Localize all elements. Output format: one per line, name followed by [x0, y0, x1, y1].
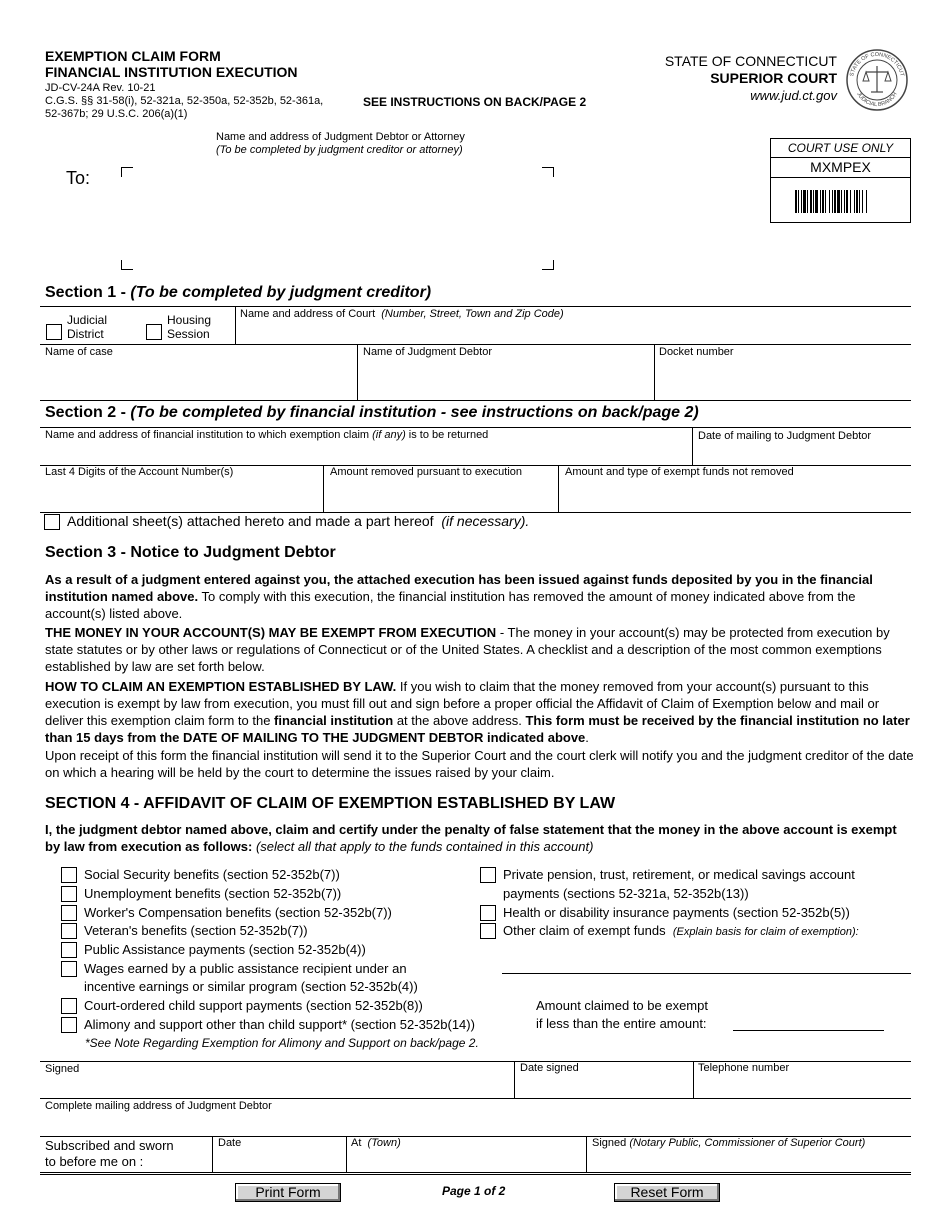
child-support-checkbox[interactable] [61, 998, 77, 1014]
institution-address-label-c: is to be returned [405, 429, 489, 441]
court-address-label-text: Name and address of Court [240, 308, 376, 320]
state-name: STATE OF CONNECTICUT [664, 53, 837, 69]
reset-form-button[interactable]: Reset Form [614, 1183, 720, 1202]
section3-paragraph1 [45, 571, 915, 622]
section1-divider-debtor [654, 344, 655, 400]
mailing-address-label: Complete mailing address of Judgment Debtor [45, 1100, 272, 1112]
judicial-seal-icon [845, 48, 909, 112]
date-signed-label: Date signed [520, 1062, 579, 1074]
corner-mark-top-left [121, 167, 133, 177]
barcode-icon [795, 190, 889, 213]
court-use-code: MXMPEX [771, 158, 910, 178]
form-title-line2: FINANCIAL INSTITUTION EXECUTION [45, 64, 298, 80]
amount-claimed-input[interactable] [733, 1013, 884, 1031]
name-of-debtor-label: Name of Judgment Debtor [363, 346, 493, 358]
amount-removed-label: Amount removed pursuant to execution [330, 466, 523, 478]
alimony-checkbox[interactable] [61, 1017, 77, 1033]
judicial-district-checkbox[interactable] [46, 324, 62, 340]
form-title [45, 48, 298, 80]
notary-rule-bottom [40, 1172, 911, 1175]
section1-title-note: (To be completed by judgment creditor) [130, 284, 432, 301]
signature-divider-phone [693, 1061, 694, 1098]
additional-sheets-checkbox[interactable] [44, 514, 60, 530]
page-number: Page 1 of 2 [442, 1184, 506, 1198]
section2-rule-top [40, 427, 911, 428]
section1-title-prefix: Section 1 - [45, 284, 131, 301]
court-heading [665, 53, 837, 104]
section3-p3-a: If you wish to claim that the money removed from your account(s) pursuant to this execution is exempt by law from execution, you must fill out and sign before a proper official the Affidavit of Claim of Exemption below and mail or deliver this exemption claim form to the [45, 679, 880, 728]
additional-sheets-text: Additional sheet(s) attached hereto and made a part hereof [67, 513, 434, 529]
judicial-district-label-line1: Judicial [67, 313, 108, 327]
judicial-district-label [67, 313, 107, 341]
section3-p3-c: at the above address. [393, 713, 526, 728]
amount-claimed-label-line1: Amount claimed to be exempt [536, 998, 708, 1013]
alimony-label: Alimony and support other than child support* (section 52-352b(14)) [84, 1017, 475, 1032]
section2-divider-removed [558, 465, 559, 512]
section3-p3-b: financial institution [274, 713, 394, 728]
statutes-line1: C.G.S. §§ 31-58(i), 52-321a, 52-350a, 52-352b, 52-361a, [45, 95, 324, 107]
other-claim-explanation-input[interactable] [502, 956, 911, 974]
date-of-mailing-label: Date of mailing to Judgment Debtor [698, 430, 872, 442]
section3-p3-e: . [585, 730, 589, 745]
signature-divider-date [514, 1061, 515, 1098]
other-claim-label [503, 922, 859, 941]
housing-session-label-line2: Session [167, 327, 210, 341]
subscribed-label-line2: to before me on : [45, 1154, 144, 1169]
notary-town-hint: (Town) [367, 1137, 401, 1149]
amount-type-label: Amount and type of exempt funds not removed [565, 466, 794, 478]
institution-address-label [45, 429, 488, 442]
section2-divider-last4 [323, 465, 324, 512]
notary-divider-town [346, 1136, 347, 1173]
unemployment-checkbox[interactable] [61, 886, 77, 902]
section3-p1-bold: As a result of a judgment entered against you, the attached execution has been issued against funds deposited by you in the financial institution named above. [45, 572, 873, 604]
wages-checkbox[interactable] [61, 961, 77, 977]
court-use-box [770, 138, 911, 223]
pension-label-line1: Private pension, trust, retirement, or medical savings account [503, 867, 855, 882]
public-assistance-checkbox[interactable] [61, 942, 77, 958]
health-insurance-checkbox[interactable] [480, 905, 496, 921]
other-claim-hint: (Explain basis for claim of exemption): [672, 926, 859, 938]
notary-signed-label [592, 1137, 865, 1150]
signed-label: Signed [45, 1063, 80, 1075]
corner-mark-top-right [542, 167, 554, 177]
unemployment-label: Unemployment benefits (section 52-352b(7)) [84, 886, 342, 901]
telephone-label: Telephone number [698, 1062, 790, 1074]
section4-title: SECTION 4 - AFFIDAVIT OF CLAIM OF EXEMPTION ESTABLISHED BY LAW [45, 795, 616, 812]
section3-paragraph4: Upon receipt of this form the financial institution will send it to the Superior Court and the court clerk will notify you and the judgment creditor of the date on which a hearing will be held by the court to determine the issues raised by your claim. [45, 748, 914, 780]
wages-label-line1: Wages earned by a public assistance recipient under an [84, 961, 407, 976]
corner-mark-bottom-left [121, 260, 133, 270]
section1-rule-bottom [40, 400, 911, 401]
notary-signed-text: Signed [592, 1137, 627, 1149]
section3-p2-rest: - The money in your account(s) may be protected from execution by state statutes or by other laws or regulations of Connecticut or of the United States. A checklist and a description of the most common exemptions established by law are set forth below. [45, 625, 890, 674]
workers-comp-label: Worker's Compensation benefits (section 52-352b(7)) [84, 905, 392, 920]
other-claim-checkbox[interactable] [480, 923, 496, 939]
section3-p1-rest: To comply with this execution, the financial institution has removed the amount of money indicated above from the account(s) listed above. [45, 589, 856, 621]
subscribed-label [45, 1138, 174, 1170]
institution-address-label-a: Name and address of financial institution to which exemption claim [45, 429, 373, 441]
section1-divider-court [235, 306, 236, 344]
court-name: SUPERIOR COURT [710, 70, 837, 86]
debtor-address-label-line2: (To be completed by judgment creditor or attorney) [216, 144, 463, 156]
notary-town-text: At [351, 1137, 362, 1149]
subscribed-label-line1: Subscribed and sworn [45, 1138, 174, 1153]
pension-checkbox[interactable] [480, 867, 496, 883]
section4-intro-italic: (select all that apply to the funds contained in this account) [252, 839, 594, 854]
section3-p2-bold: THE MONEY IN YOUR ACCOUNT(S) MAY BE EXEMPT FROM EXECUTION [45, 625, 497, 640]
last4-label: Last 4 Digits of the Account Number(s) [45, 466, 234, 478]
institution-address-label-b: (if any) [372, 429, 406, 441]
additional-sheets-label [67, 513, 529, 529]
seal-text-bottom: JUDICIAL BRANCH [855, 91, 899, 109]
notary-divider-signed [586, 1136, 587, 1173]
wages-label-line2: incentive earnings or similar program (section 52-352b(4)) [84, 979, 418, 994]
section3-p3-bold: HOW TO CLAIM AN EXEMPTION ESTABLISHED BY LAW. [45, 679, 397, 694]
section2-divider-mailing [692, 427, 693, 465]
alimony-note: *See Note Regarding Exemption for Alimony and Support on back/page 2. [85, 1036, 479, 1050]
health-insurance-label: Health or disability insurance payments (section 52-352b(5)) [503, 905, 850, 920]
print-form-button[interactable]: Print Form [235, 1183, 341, 1202]
notary-signed-hint: (Notary Public, Commissioner of Superior Court) [629, 1137, 866, 1149]
to-label: To: [66, 168, 91, 188]
section3-paragraph2 [45, 624, 915, 675]
notary-date-label: Date [218, 1137, 242, 1149]
amount-claimed-label-line2: if less than the entire amount: [536, 1016, 707, 1031]
notary-divider-date [212, 1136, 213, 1173]
workers-comp-checkbox[interactable] [61, 905, 77, 921]
public-assistance-label: Public Assistance payments (section 52-352b(4)) [84, 942, 366, 957]
section4-intro [45, 821, 915, 855]
court-website: www.jud.ct.gov [750, 88, 837, 103]
form-number: JD-CV-24A Rev. 10-21 [45, 82, 156, 94]
judicial-district-label-line2: District [67, 327, 104, 341]
statutes-line2: 52-367b; 29 U.S.C. 206(a)(1) [45, 108, 188, 120]
veterans-checkbox[interactable] [61, 923, 77, 939]
child-support-label: Court-ordered child support payments (section 52-352b(8)) [84, 998, 423, 1013]
seal-text-top: STATE OF CONNECTICUT [849, 51, 905, 77]
name-of-case-label: Name of case [45, 346, 113, 358]
pension-label-line2: payments (sections 52-321a, 52-352b(13)) [503, 886, 749, 901]
section2-title-note: (To be completed by financial institution - see instructions on back/page 2) [130, 404, 699, 421]
court-use-label: COURT USE ONLY [771, 139, 910, 158]
housing-session-label [167, 313, 211, 341]
section4-intro-bold: I, the judgment debtor named above, claim and certify under the penalty of false statement that the money in the above account is exempt by law from execution as follows: [45, 822, 897, 854]
court-address-label-hint: (Number, Street, Town and Zip Code) [381, 308, 564, 320]
debtor-address-label-line1: Name and address of Judgment Debtor or Attorney [216, 131, 465, 143]
notary-town-label [351, 1137, 401, 1150]
section1-divider-case [357, 344, 358, 400]
section1-title [45, 284, 431, 302]
social-security-label: Social Security benefits (section 52-352b(7)) [84, 867, 340, 882]
section2-title [45, 404, 699, 422]
court-address-label [240, 308, 564, 321]
social-security-checkbox[interactable] [61, 867, 77, 883]
debtor-address-input[interactable] [136, 176, 536, 260]
additional-sheets-hint: (if necessary). [441, 513, 530, 529]
section2-title-prefix: Section 2 - [45, 404, 131, 421]
other-claim-text: Other claim of exempt funds [503, 923, 666, 938]
docket-number-label: Docket number [659, 346, 734, 358]
section3-p3-d: This form must be received by the financial institution no later than 15 days from the DATE OF MAILING TO THE JUDGMENT DEBTOR indicated above [45, 713, 910, 745]
section3-paragraph3 [45, 678, 915, 746]
section1-rule-mid [40, 344, 911, 345]
debtor-address-label [216, 131, 465, 157]
see-instructions: SEE INSTRUCTIONS ON BACK/PAGE 2 [363, 95, 587, 109]
section3-title: Section 3 - Notice to Judgment Debtor [45, 544, 336, 561]
form-title-line1: EXEMPTION CLAIM FORM [45, 48, 221, 64]
signature-rule-mid [40, 1098, 911, 1099]
housing-session-checkbox[interactable] [146, 324, 162, 340]
housing-session-label-line1: Housing [167, 313, 212, 327]
section1-rule-top [40, 306, 911, 307]
veterans-label: Veteran's benefits (section 52-352b(7)) [84, 923, 308, 938]
corner-mark-bottom-right [542, 260, 554, 270]
